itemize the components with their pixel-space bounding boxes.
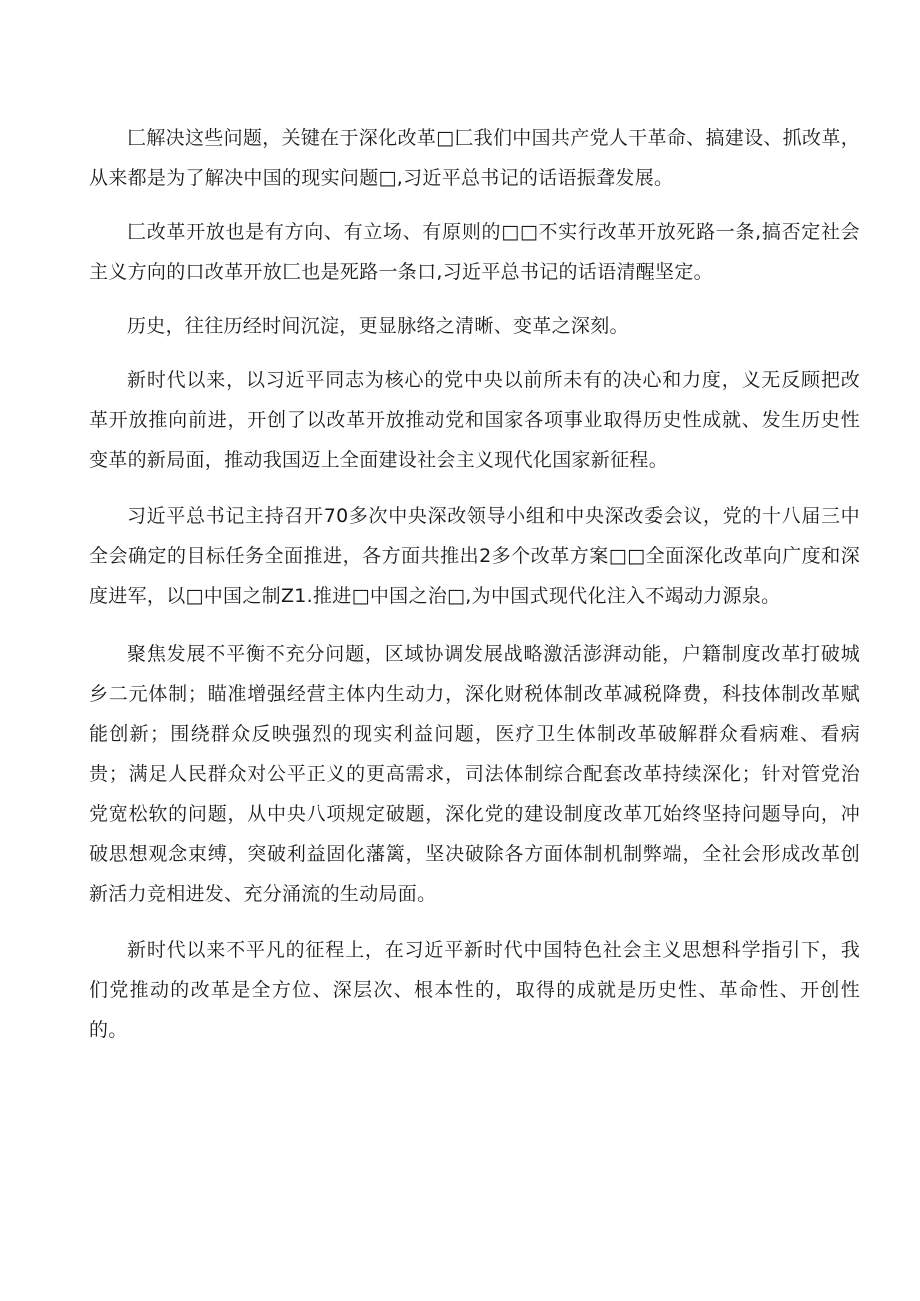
paragraph-7: 新时代以来不平凡的征程上，在习近平新时代中国特色社会主义思想科学指引下，我们党推动的改革是全方位、深层次、根本性的，取得的成就是历史性、革命性、开创性的。 bbox=[89, 939, 860, 1041]
document-body bbox=[89, 118, 860, 1065]
paragraph-1: 匚解决这些问题，关键在于深化改革□匚我们中国共产党人干革命、搞建设、抓改革，从来都是为了解决中国的现实问题□,习近平总书记的话语振聋发展。 bbox=[89, 127, 860, 189]
paragraph-6: 聚焦发展不平衡不充分问题，区域协调发展战略激活澎湃动能，户籍制度改革打破城乡二元体制；瞄准增强经营主体内生动力，深化财税体制改革减税降费，科技体制改革赋能创新；围绕群众反映强烈的现实利益问题，医疗卫生体制改革破解群众看病难、看病贵；满足人民群众对公平正义的更高需求，司法体制综合配套改革持续深化；针对管党治党宽松软的问题，从中央八项规定破题，深化党的建设制度改革兀始终坚持问题导向，冲破思想观念束缚，突破利益固化藩篱，坚决破除各方面体制机制弊端，全社会形成改革创新活力竞相进发、充分涌流的生动局面。 bbox=[89, 643, 860, 905]
paragraph-4: 新时代以来，以习近平同志为核心的党中央以前所未有的决心和力度，义无反顾把改革开放推向前进，开创了以改革开放推动党和国家各项事业取得历史性成就、发生历史性变革的新局面，推动我国迈上全面建设社会主义现代化国家新征程。 bbox=[89, 369, 860, 471]
paragraph-5: 习近平总书记主持召开70多次中央深改领导小组和中央深改委会议，党的十八届三中全会确定的目标任务全面推进，各方面共推出2多个改革方案□□全面深化改革向广度和深度进军，以□中国之制Z1.推进□中国之治□,为中国式现代化注入不竭动力源泉。 bbox=[89, 505, 860, 607]
paragraph-2: 匚改革开放也是有方向、有立场、有原则的□□不实行改革开放死路一条,搞否定社会主义方向的口改革开放匚也是死路一条口,习近平总书记的话语清醒坚定。 bbox=[89, 221, 860, 283]
paragraph-3: 历史，往往历经时间沉淀，更显脉络之清晰、变革之深刻。 bbox=[127, 315, 629, 337]
